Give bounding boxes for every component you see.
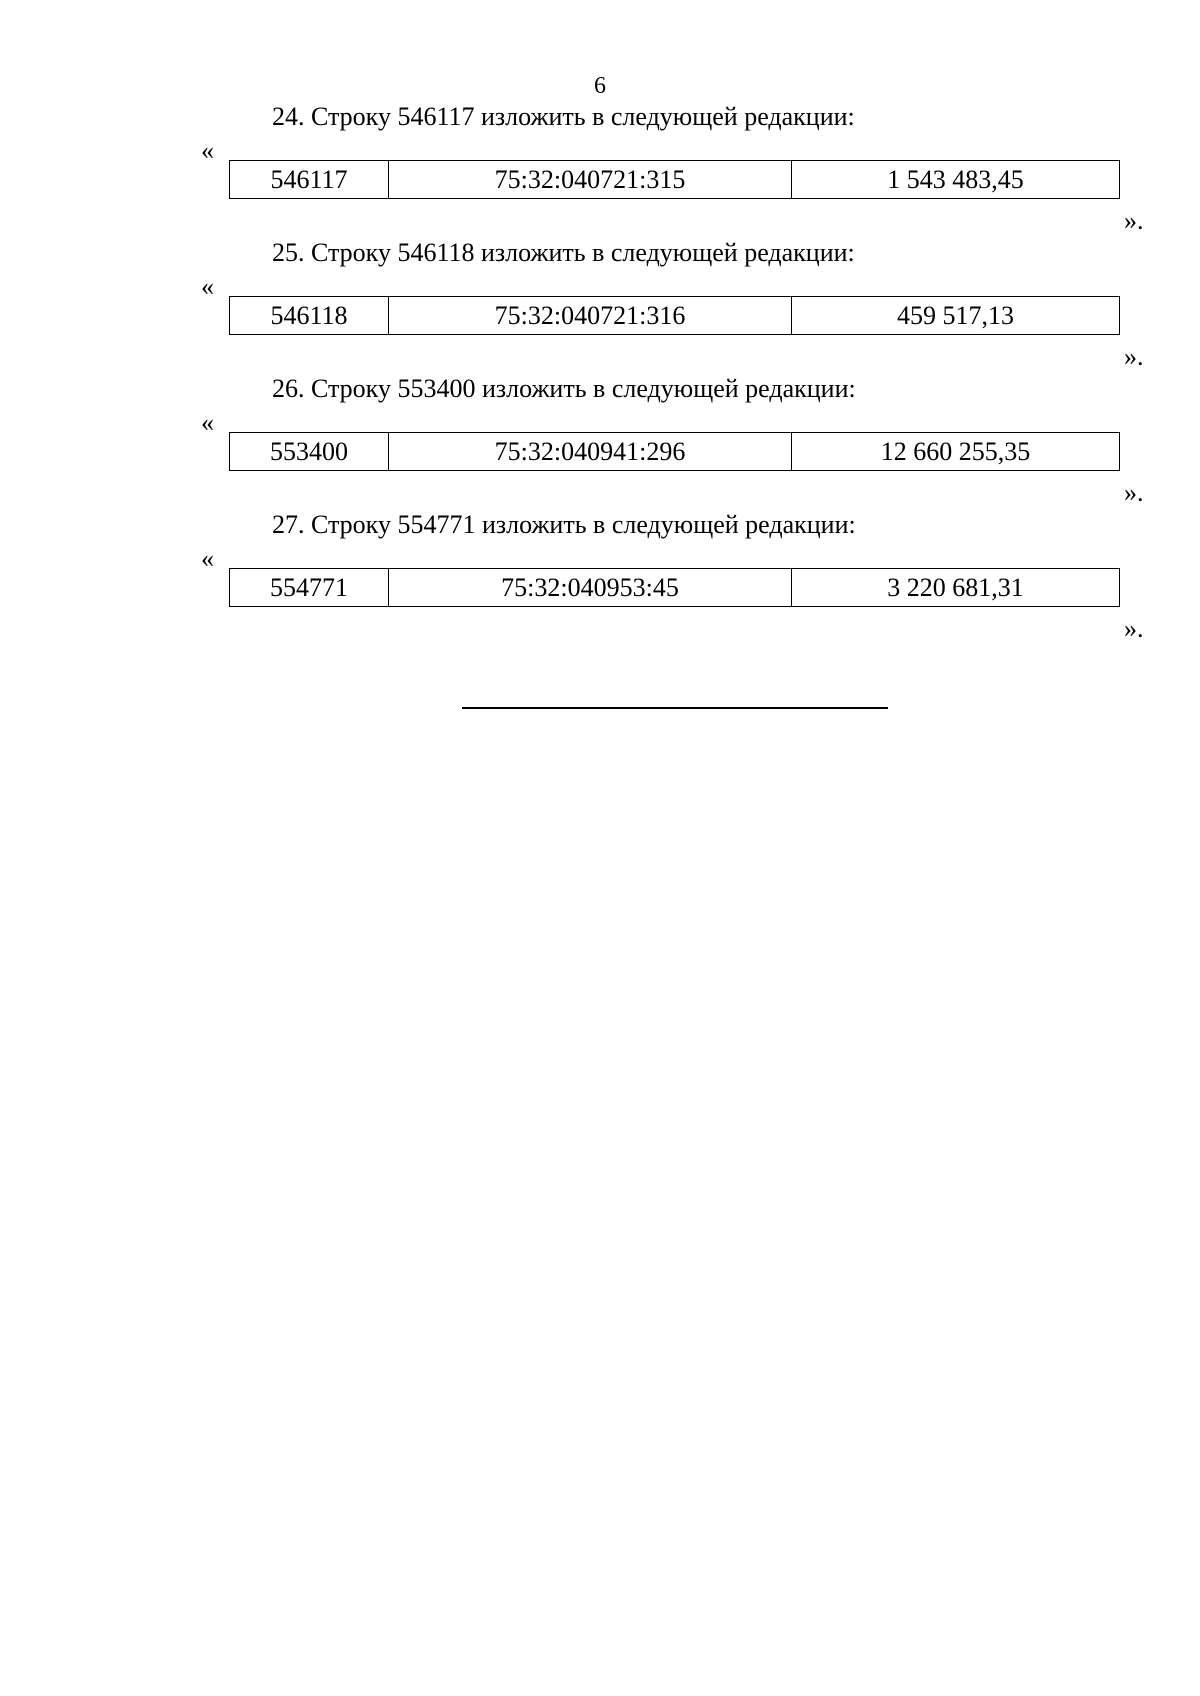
cell-cadastral-number: 75:32:040721:316 (389, 297, 792, 335)
cell-value: 3 220 681,31 (792, 569, 1120, 607)
table-row (230, 297, 1120, 335)
table-row (230, 569, 1120, 607)
amendment-text: 27. Строку 554771 изложить в следующей редакции: (272, 510, 856, 539)
quote-close: ». (1124, 614, 1144, 643)
page-number: 6 (594, 73, 606, 99)
cell-row-number: 554771 (230, 569, 389, 607)
quote-close: ». (1124, 342, 1144, 371)
cell-row-number: 546118 (230, 297, 389, 335)
amendment-24 (0, 100, 1200, 235)
table-row (230, 161, 1120, 199)
amendment-text: 24. Строку 546117 изложить в следующей редакции: (272, 102, 855, 131)
cell-cadastral-number: 75:32:040941:296 (389, 433, 792, 471)
quote-open: « (201, 408, 214, 437)
quote-close: ». (1124, 206, 1144, 235)
amendment-25 (0, 236, 1200, 371)
amendment-table (229, 568, 1120, 607)
cell-value: 459 517,13 (792, 297, 1120, 335)
cell-row-number: 553400 (230, 433, 389, 471)
cell-cadastral-number: 75:32:040721:315 (389, 161, 792, 199)
cell-cadastral-number: 75:32:040953:45 (389, 569, 792, 607)
quote-close: ». (1124, 478, 1144, 507)
amendment-table (229, 296, 1120, 335)
end-of-document-line (462, 707, 888, 709)
amendment-26 (0, 372, 1200, 507)
amendment-27 (0, 508, 1200, 643)
quote-open: « (201, 544, 214, 573)
amendment-text: 25. Строку 546118 изложить в следующей редакции: (272, 238, 855, 267)
cell-value: 12 660 255,35 (792, 433, 1120, 471)
quote-open: « (201, 272, 214, 301)
amendment-table (229, 160, 1120, 199)
cell-value: 1 543 483,45 (792, 161, 1120, 199)
quote-open: « (201, 136, 214, 165)
table-row (230, 433, 1120, 471)
cell-row-number: 546117 (230, 161, 389, 199)
amendment-table (229, 432, 1120, 471)
amendment-text: 26. Строку 553400 изложить в следующей редакции: (272, 374, 856, 403)
